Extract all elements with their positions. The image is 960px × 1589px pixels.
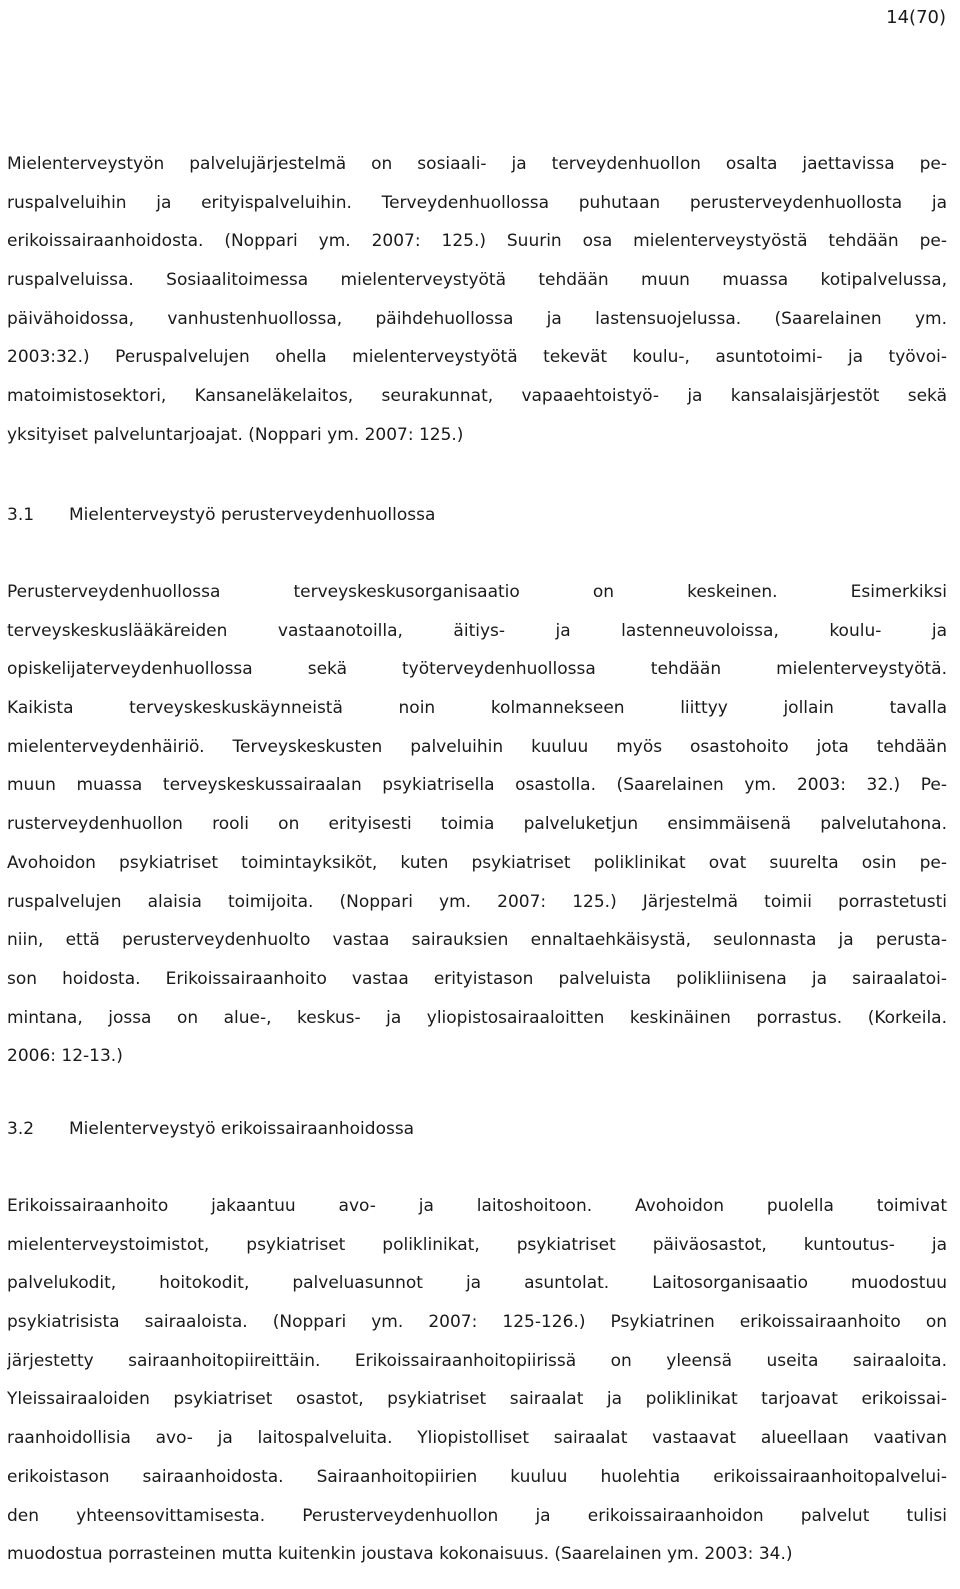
text-line: erikoistason sairaanhoidosta. Sairaanhoitopiirien kuuluu huolehtia erikoissairaanhoitopalvelui- bbox=[7, 1466, 947, 1487]
text-line: mielenterveystoimistot, psykiatriset poliklinikat, psykiatriset päiväosastot, kuntoutus- ja bbox=[7, 1234, 947, 1255]
text-line: järjestetty sairaanhoitopiireittäin. Erikoissairaanhoitopiirissä on yleensä useita sairaaloita. bbox=[7, 1350, 947, 1371]
text-line: 2006: 12-13.) bbox=[7, 1046, 123, 1067]
text-line: Yleissairaaloiden psykiatriset osastot, psykiatriset sairaalat ja poliklinikat tarjoavat erikoissai- bbox=[7, 1389, 947, 1410]
text-line: Perusterveydenhuollossa terveyskeskusorganisaatio on keskeinen. Esimerkiksi bbox=[7, 582, 947, 602]
text-line: yksityiset palveluntarjoajat. (Noppari ym. 2007: 125.) bbox=[7, 424, 464, 445]
text-line: palvelukodit, hoitokodit, palveluasunnot ja asuntolat. Laitosorganisaatio muodostuu bbox=[7, 1273, 947, 1294]
text-line: Mielenterveystyön palvelujärjestelmä on sosiaali- ja terveydenhuollon osalta jaettavissa pe- bbox=[7, 154, 947, 174]
text-line: 2003:32.) Peruspalvelujen ohella mielenterveystyötä tekevät koulu-, asuntotoimi- ja työvoi- bbox=[7, 347, 947, 368]
text-line: rusterveydenhuollon rooli on erityisesti toimia palveluketjun ensimmäisenä palvelutahona. bbox=[7, 814, 947, 835]
text-line: matoimistosektori, Kansaneläkelaitos, seurakunnat, vapaaehtoistyö- ja kansalaisjärjestöt sekä bbox=[7, 386, 947, 407]
text-line: päivähoidossa, vanhustenhuollossa, päihdehuollossa ja lastensuojelussa. (Saarelainen ym. bbox=[7, 308, 947, 329]
section-number: 3.2 bbox=[7, 1119, 35, 1139]
section-title: Mielenterveystyö erikoissairaanhoidossa bbox=[69, 1119, 415, 1139]
text-line: ruspalvelujen alaisia toimijoita. (Noppari ym. 2007: 125.) Järjestelmä toimii porrastetusti bbox=[7, 891, 947, 912]
text-line: terveyskeskuslääkäreiden vastaanotoilla, äitiys- ja lastenneuvoloissa, koulu- ja bbox=[7, 620, 947, 641]
text-line: den yhteensovittamisesta. Perusterveydenhuollon ja erikoissairaanhoidon palvelut tulisi bbox=[7, 1505, 947, 1526]
text-line: opiskelijaterveydenhuollossa sekä työterveydenhuollossa tehdään mielenterveystyötä. bbox=[7, 659, 947, 680]
text-line: Kaikista terveyskeskuskäynneistä noin kolmannekseen liittyy jollain tavalla bbox=[7, 698, 947, 719]
section-3-2-heading bbox=[7, 1116, 414, 1142]
section-3-1-heading bbox=[7, 502, 435, 528]
section-number: 3.1 bbox=[7, 505, 35, 525]
paragraph-3 bbox=[7, 1187, 947, 1574]
text-line: mintana, jossa on alue-, keskus- ja yliopistosairaaloitten keskinäinen porrastus. (Korkeila. bbox=[7, 1007, 947, 1028]
text-line: mielenterveydenhäiriö. Terveyskeskusten palveluihin kuuluu myös osastohoito jota tehdään bbox=[7, 736, 947, 757]
text-line: niin, että perusterveydenhuolto vastaa sairauksien ennaltaehkäisystä, seulonnasta ja perusta- bbox=[7, 930, 947, 951]
text-line: psykiatrisista sairaaloista. (Noppari ym. 2007: 125-126.) Psykiatrinen erikoissairaanhoito on bbox=[7, 1312, 947, 1333]
text-line: ruspalveluissa. Sosiaalitoimessa mielenterveystyötä tehdään muun muassa kotipalvelussa, bbox=[7, 270, 947, 291]
text-line: muun muassa terveyskeskussairaalan psykiatrisella osastolla. (Saarelainen ym. 2003: 32.) Pe- bbox=[7, 775, 947, 796]
text-line: Erikoissairaanhoito jakaantuu avo- ja laitoshoitoon. Avohoidon puolella toimivat bbox=[7, 1196, 947, 1216]
paragraph-2 bbox=[7, 573, 947, 1076]
page-number: 14(70) bbox=[886, 7, 946, 28]
paragraph-1 bbox=[7, 145, 947, 455]
text-line: raanhoidollisia avo- ja laitospalveluita. Yliopistolliset sairaalat vastaavat alueellaan vaativan bbox=[7, 1428, 947, 1449]
text-line: son hoidosta. Erikoissairaanhoito vastaa erityistason palveluista polikliinisena ja sairaalatoi- bbox=[7, 968, 947, 989]
text-line: Avohoidon psykiatriset toimintayksiköt, kuten psykiatriset poliklinikat ovat suurelta osin pe- bbox=[7, 852, 947, 873]
text-line: erikoissairaanhoidosta. (Noppari ym. 2007: 125.) Suurin osa mielenterveystyöstä tehdään pe- bbox=[7, 231, 947, 252]
section-title: Mielenterveystyö perusterveydenhuollossa bbox=[69, 505, 436, 525]
text-line: muodostua porrasteinen mutta kuitenkin joustava kokonaisuus. (Saarelainen ym. 2003: 34.) bbox=[7, 1544, 793, 1565]
text-line: ruspalveluihin ja erityispalveluihin. Terveydenhuollossa puhutaan perusterveydenhuollosta ja bbox=[7, 192, 947, 213]
